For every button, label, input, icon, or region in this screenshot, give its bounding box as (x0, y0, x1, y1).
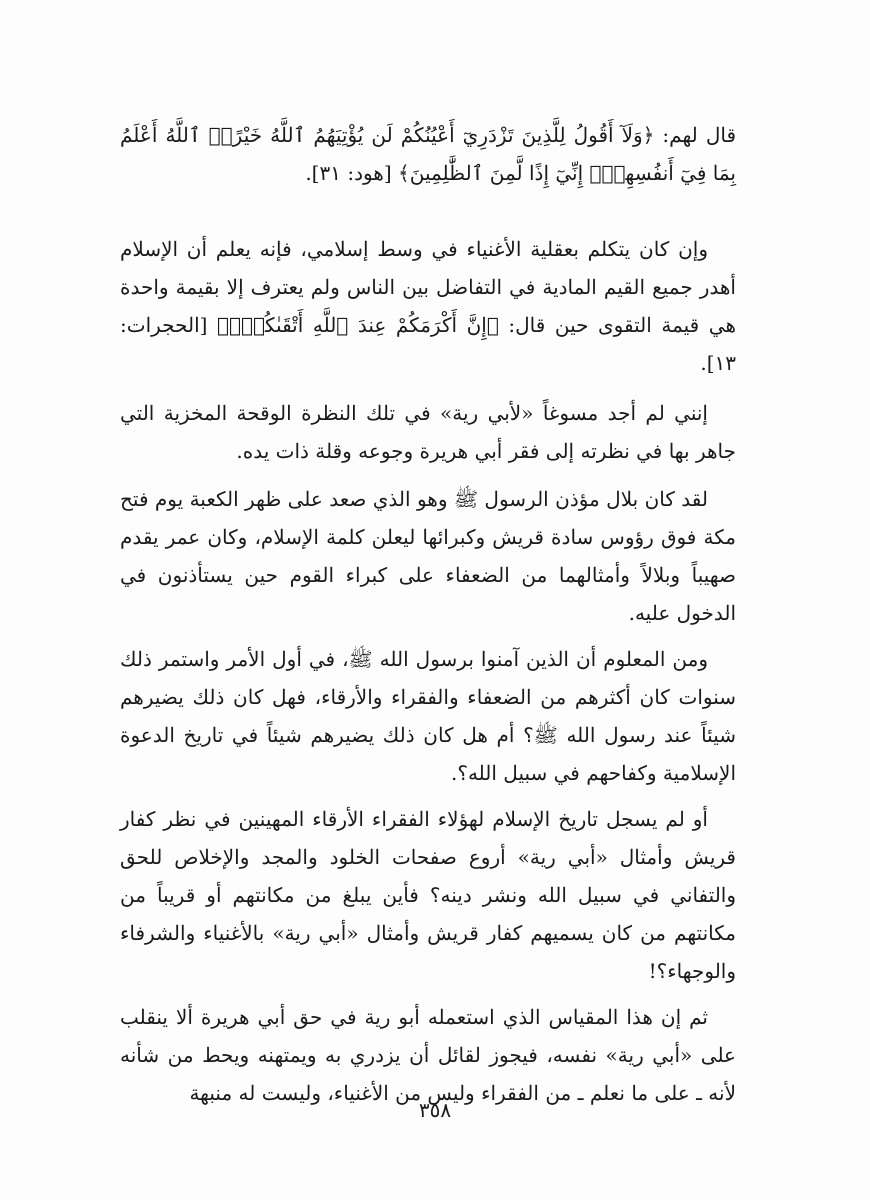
paragraph-7: ثم إن هذا المقياس الذي استعمله أبو رية في حق أبي هريرة ألا ينقلب على «أبي رية» نفسه، فيجوز لقائل أن يزدري به ويمتهنه ويحط من شأنه لأنه ـ على ما نعلم ـ من الفقراء وليس من الأغنياء، وليست له منبهة (120, 1005, 736, 1105)
paragraph-3: إنني لم أجد مسوغاً «لأبي رية» في تلك النظرة الوقحة المخزية التي جاهر بها في نظرته إلى فقر أبي هريرة وجوعه وقلة ذات يده. (120, 401, 736, 463)
paragraph-6: أو لم يسجل تاريخ الإسلام لهؤلاء الفقراء الأرقاء المهينين في نظر كفار قريش وأمثال «أبي رية» أروع صفحات الخلود والمجد والإخلاص للحق والتفاني في سبيل الله ونشر دينه؟ فأين يبلغ من مكانتهم أو قريباً من مكانتهم من كان يسميهم كفار قريش وأمثال «أبي رية» بالأغنياء والشرفاء والوجهاء؟! (120, 807, 736, 983)
paragraph-1: قال لهم: ﴿وَلَآ أَقُولُ لِلَّذِينَ تَزْدَرِيٓ أَعْيُنُكُمْ لَن يُؤْتِيَهُمُ ٱللَّهُ خَيْرًاۖ ٱللَّهُ أَعْلَمُ بِمَا فِيٓ أَنفُسِهِمْۖ إِنِّيٓ إِذًا لَّمِنَ ٱلظَّٰلِمِينَ﴾ [هود: ٣١]. (120, 123, 736, 185)
paragraph-2: وإن كان يتكلم بعقلية الأغنياء في وسط إسلامي، فإنه يعلم أن الإسلام أهدر جميع القيم المادية في التفاضل بين الناس ولم يعترف إلا بقيمة واحدة هي قيمة التقوى حين قال: ﴿إِنَّ أَكْرَمَكُمْ عِندَ ٱللَّهِ أَتْقَىٰكُمْۚ﴾ [الحجرات: ١٣]. (120, 237, 736, 375)
paragraph-4: لقد كان بلال مؤذن الرسول ﷺ وهو الذي صعد على ظهر الكعبة يوم فتح مكة فوق رؤوس سادة قريش وكبرائها ليعلن كلمة الإسلام، وكان عمر يقدم صهيباً وبلالاً وأمثالهما من الضعفاء على كبراء القوم حين يستأذنون في الدخول عليه. (120, 487, 736, 625)
paragraph-5: ومن المعلوم أن الذين آمنوا برسول الله ﷺ، في أول الأمر واستمر ذلك سنوات كان أكثرهم من الضعفاء والفقراء والأرقاء، فهل كان ذلك يضيرهم شيئاً عند رسول الله ﷺ؟ أم هل كان ذلك يضيرهم شيئاً في تاريخ الدعوة الإسلامية وكفاحهم في سبيل الله؟. (120, 647, 736, 785)
page-number: ٣٥٨ (418, 1098, 452, 1122)
